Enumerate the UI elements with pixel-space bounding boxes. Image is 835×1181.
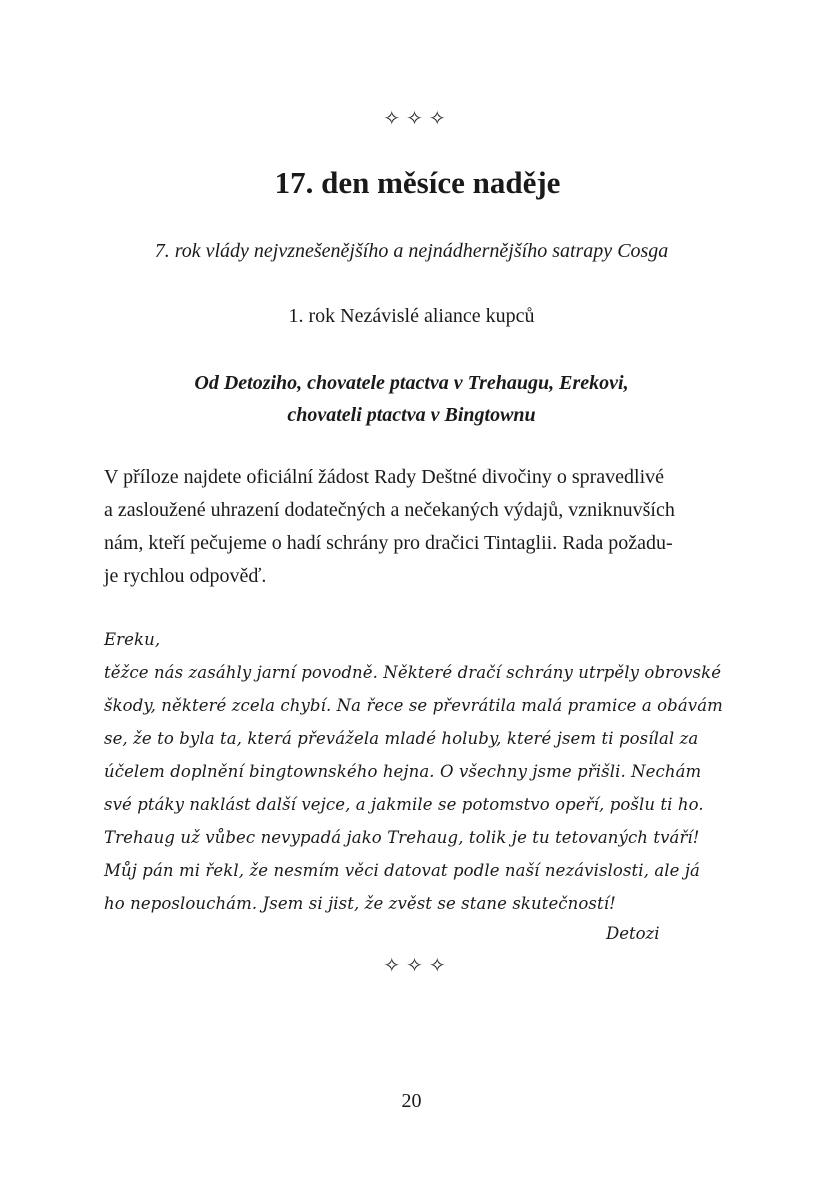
letter-line: škody, některé zcela chybí. Na řece se převrátila malá pramice a obávám — [104, 696, 723, 715]
body-text-line: a zasloužené uhrazení dodatečných a nečekaných výdajů, vzniknuvších — [104, 499, 675, 521]
body-text-line: je rychlou odpověď. — [104, 565, 267, 587]
letter-line: Můj pán mi řekl, že nesmím věci datovat podle naší nezávislosti, ale já — [104, 861, 700, 880]
recipient-line: chovateli ptactva v Bingtownu — [287, 404, 536, 426]
letter-line: Trehaug už vůbec nevypadá jako Trehaug, tolik je tu tetovaných tváří! — [104, 828, 700, 847]
date-subtitle-alliance: 1. rok Nezávislé aliance kupců — [288, 305, 535, 327]
body-text-line: V příloze najdete oficiální žádost Rady Deštné divočiny o spravedlivé — [104, 466, 665, 488]
letter-salutation: Ereku, — [104, 630, 161, 649]
letter-line: účelem doplnění bingtownského hejna. O všechny jsme přišli. Nechám — [104, 762, 702, 781]
sender-line: Od Detoziho, chovatele ptactva v Trehaugu, Erekovi, — [194, 372, 629, 394]
letter-signature: Detozi — [606, 924, 660, 943]
letter-line: se, že to byla ta, která převážela mladé holuby, které jsem ti posílal za — [104, 729, 699, 748]
body-text-line: nám, kteří pečujeme o hadí schrány pro dračici Tintaglii. Rada požadu- — [104, 532, 673, 554]
chapter-title: 17. den měsíce naděje — [274, 165, 561, 200]
page-number: 20 — [401, 1090, 422, 1112]
ornament-divider-bottom: ✧✧✧ — [383, 953, 452, 977]
date-subtitle-satrap: 7. rok vlády nejvznešenějšího a nejnádhernějšího satrapy Cosga — [154, 240, 669, 262]
letter-line: své ptáky naklást další vejce, a jakmile se potomstvo opeří, pošlu ti ho. — [104, 795, 704, 814]
ornament-divider-top: ✧✧✧ — [383, 106, 452, 130]
letter-line: ho neposlouchám. Jsem si jist, že zvěst se stane skutečností! — [104, 894, 616, 913]
letter-line: těžce nás zasáhly jarní povodně. Některé dračí schrány utrpěly obrovské — [104, 663, 722, 682]
